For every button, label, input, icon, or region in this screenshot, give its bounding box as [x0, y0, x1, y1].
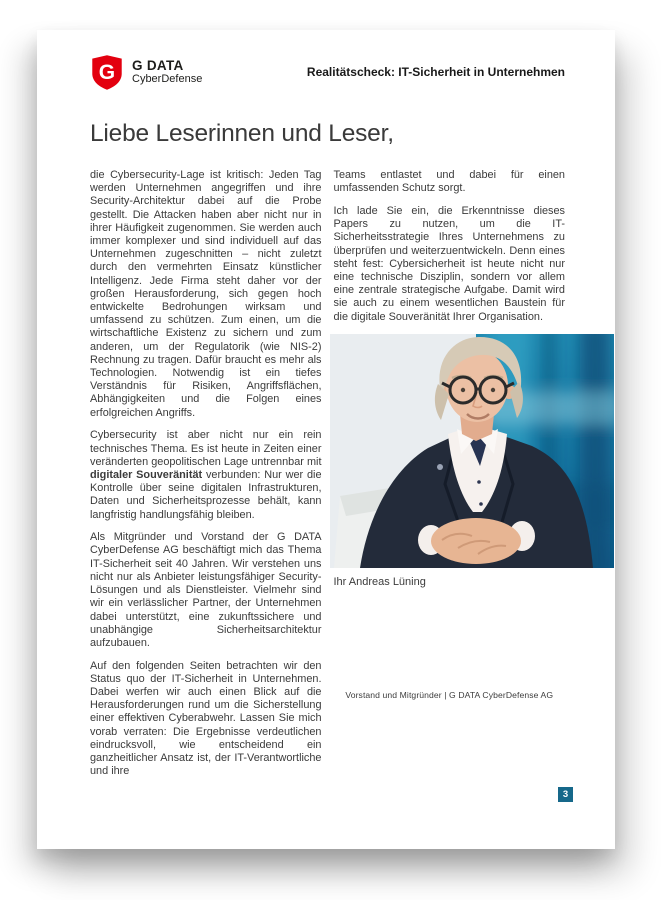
gdata-logo-g: G	[98, 60, 116, 84]
paragraph-text: Cybersecurity ist aber nicht nur ein rein technisches Thema. Es ist heute in Zeiten einer veränderten geopolitischen Lage untrennbar mit	[90, 429, 322, 468]
gdata-logo	[90, 54, 202, 91]
signature-line: Ihr Andreas Lüning	[333, 575, 426, 588]
paragraph: Auf den folgenden Seiten betrachten wir den Status quo der IT-Sicherheit in Unternehmen. Dabei werfen wir auch einen Blick auf die Herausforderungen rund um die Sicherstellung einer effektiven Cyberabwehr. Lassen Sie mich vorab verraten: Die Ergebnisse verdeutlichen eindrucksvoll, wie entscheidend ein ganzheitlicher Ansatz ist, der IT-Verantwortliche und ihre	[90, 659, 322, 778]
document-page	[37, 30, 615, 849]
page-number-badge: 3	[558, 787, 573, 802]
right-column	[334, 169, 566, 788]
left-column	[90, 169, 322, 788]
logo-text	[132, 58, 202, 86]
paragraph: Teams entlastet und dabei für einen umfassenden Schutz sorgt.	[333, 169, 565, 195]
highlighted-term: digitaler Souveränität	[90, 468, 203, 481]
body-columns	[90, 169, 565, 788]
paragraph: die Cybersecurity-Lage ist kritisch: Jeden Tag werden Unternehmen angegriffen und ihre Security-Architektur dabei auf die Probe gestellt. Die Attacken haben aber nicht nur in ihrer Häufigkeit zugenommen. Sie werden auch immer komplexer und sind individuell auf das Unternehmen zugeschnitten – nicht zuletzt durch den vermehrten Einsatz künstlicher Intelligenz. Jede Firma steht daher vor der großen Herausforderung, sich gegen hoch entwickelte Bedrohungen wirksam und umfassend zu schützen. Zum einen, um die wirtschaftliche Existenz zu sichern und zum anderen, um der Regulatorik (wie NIS-2) Rechnung zu tragen. Dafür braucht es mehr als Technologien. Notwendig ist ein tiefes Verständnis für Risiken, Angriffsflächen, Abhängigkeiten und die Folgen eines erfolgreichen Angriffs.	[90, 169, 322, 419]
page-title: Liebe Leserinnen und Leser,	[90, 120, 394, 147]
portrait-photo	[330, 334, 614, 568]
paragraph: Ich lade Sie ein, die Erkenntnisse dieses Papers zu nutzen, um die IT-Sicherheitsstrategie Ihres Unternehmens zu überprüfen und weiterzuentwickeln. Denn eines steht fest: Cybersicherheit ist heute nicht nur eine technische Disziplin, sondern vor allem eine zentrale strategische Aufgabe. Damit wird sie auch zu einem wesentlichen Baustein für die digitale Souveränität Ihrer Organisation.	[333, 204, 565, 323]
page-header	[90, 52, 565, 92]
logo-subtitle: CyberDefense	[132, 73, 203, 86]
paragraph-text: verbunden: Nur wer die Kontrolle über seine digitalen Infrastrukturen, Daten und Sicherheitsprozesse behält, kann langfristig handlungsfähig bleiben.	[90, 468, 322, 521]
paragraph: Als Mitgründer und Vorstand der G DATA CyberDefense AG beschäftigt mich das Thema IT-Sicherheit seit 40 Jahren. Wir verstehen uns nicht nur als Anbieter leistungsfähiger Security-Lösungen und als Dienstleister. Vielmehr sind wir ein verlässlicher Partner, der Unternehmen dabei unterstützt, eine zukunftssichere und unabhängige Sicherheitsarchitektur aufzubauen.	[90, 531, 322, 649]
page-content	[37, 30, 615, 849]
gdata-shield-icon	[90, 54, 124, 91]
document-title: Realitätscheck: IT-Sicherheit in Unternehmen	[306, 65, 565, 79]
paragraph	[90, 429, 322, 521]
logo-brand: G DATA	[132, 57, 184, 73]
photo-caption: Vorstand und Mitgründer | G DATA CyberDefense AG	[345, 689, 554, 700]
